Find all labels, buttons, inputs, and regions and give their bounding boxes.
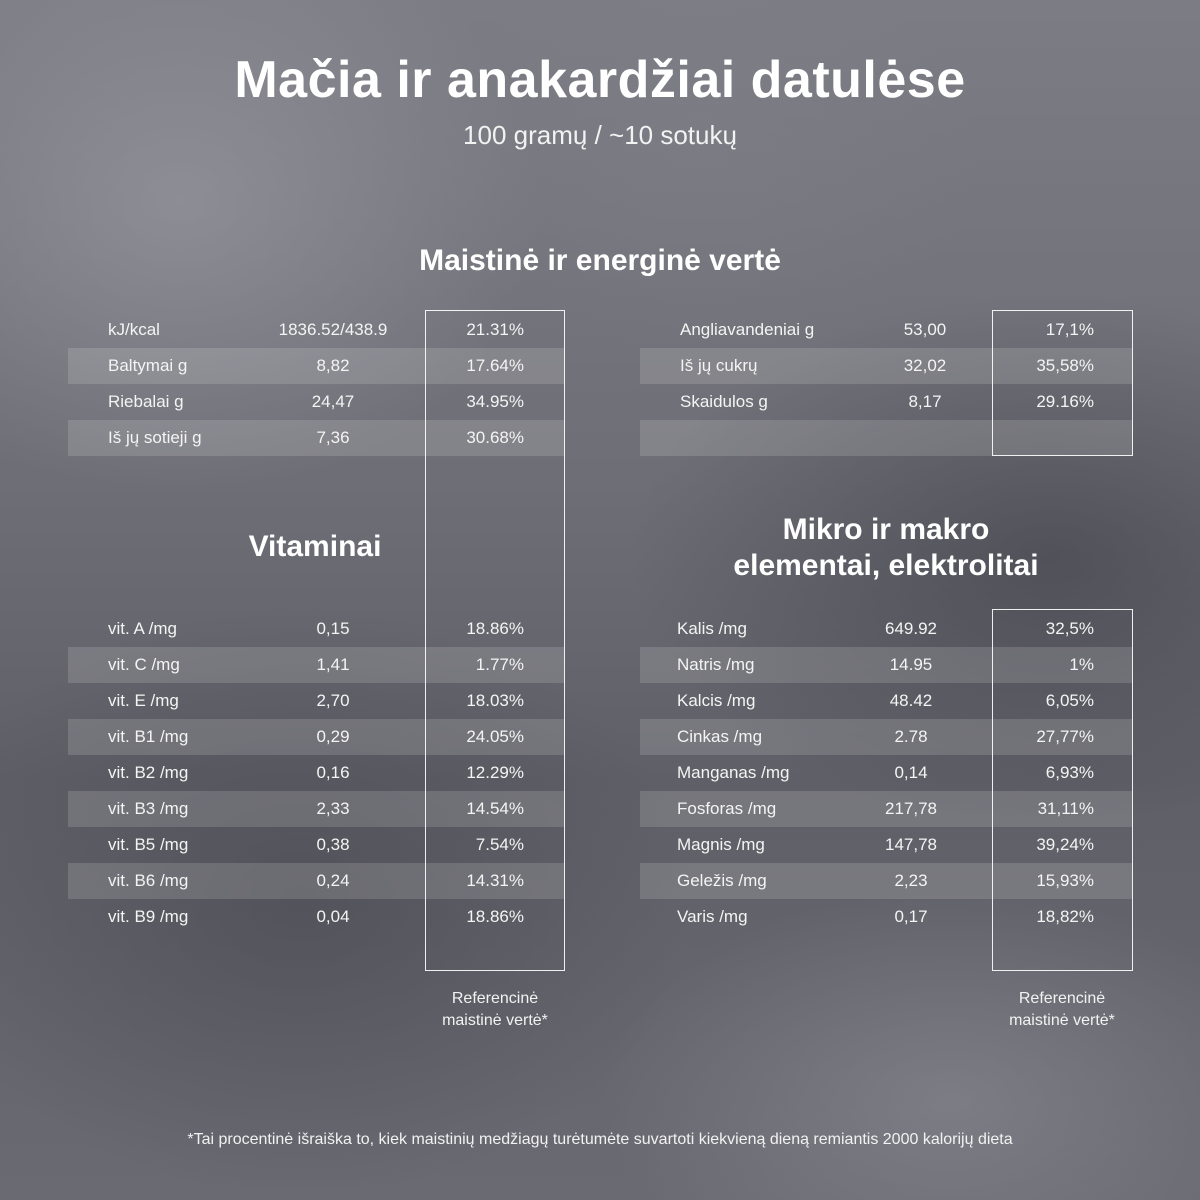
row-percent: 6,05%: [1045, 691, 1094, 710]
row-value: 147,78: [885, 835, 937, 854]
row-value: 0,04: [316, 907, 350, 926]
row-percent: 18.86%: [466, 907, 524, 926]
row-percent: 31,11%: [1037, 799, 1094, 818]
row-label: Skaidulos g: [680, 392, 768, 411]
row-label: Riebalai g: [108, 392, 184, 411]
reference-column-box-left: [425, 310, 565, 971]
row-percent: 12.29%: [466, 763, 524, 782]
row-value: 0,16: [316, 763, 350, 782]
page-subtitle: 100 gramų / ~10 sotukų: [463, 120, 737, 150]
row-label: Iš jų cukrų: [680, 356, 758, 375]
row-percent: 1%: [1069, 655, 1094, 674]
row-value: 217,78: [885, 799, 937, 818]
row-label: Cinkas /mg: [677, 727, 763, 746]
row-percent: 18.86%: [466, 619, 524, 638]
footnote: *Tai procentinė išraiška to, kiek maistinių medžiagų turėtumėte suvartoti kiekvieną dieną remiantis 2000 kalorijų dieta: [187, 1131, 1013, 1148]
row-label: kJ/kcal: [108, 320, 160, 339]
reference-note-right: [962, 988, 1162, 1032]
row-value: 14.95: [889, 655, 933, 674]
row-label: Natris /mg: [677, 655, 755, 674]
row-value: 8,82: [316, 356, 350, 375]
row-value: 24,47: [311, 392, 355, 411]
row-label: Angliavandeniai g: [680, 320, 815, 339]
reference-note-line2: maistinė vertė*: [442, 1012, 548, 1029]
reference-note-line1: Referencinė: [1018, 990, 1106, 1007]
row-percent: 17.64%: [466, 356, 524, 375]
vitamins-heading: Vitaminai: [248, 530, 382, 563]
row-label: vit. B2 /mg: [108, 763, 189, 782]
row-label: Baltymai g: [108, 356, 188, 375]
row-percent: 14.54%: [466, 799, 524, 818]
row-label: vit. B5 /mg: [108, 835, 189, 854]
row-value: 48.42: [889, 691, 933, 710]
row-value: 2,33: [316, 799, 350, 818]
row-percent: 15,93%: [1036, 871, 1094, 890]
row-percent: 14.31%: [466, 871, 524, 890]
row-percent: 27,77%: [1036, 727, 1094, 746]
row-label: vit. C /mg: [108, 655, 180, 674]
row-value: 8,17: [908, 392, 942, 411]
row-value: 0,15: [316, 619, 350, 638]
row-percent: 32,5%: [1045, 619, 1094, 638]
row-label: vit. A /mg: [108, 619, 177, 638]
row-percent: 18,82%: [1036, 907, 1094, 926]
row-percent: 18.03%: [466, 691, 524, 710]
row-value: 7,36: [316, 428, 350, 447]
row-label: Kalis /mg: [677, 619, 747, 638]
row-label: vit. B6 /mg: [108, 871, 189, 890]
row-value: 2,23: [894, 871, 928, 890]
row-percent: 1.77%: [475, 655, 524, 674]
row-value: 649.92: [885, 619, 937, 638]
row-percent: 35,58%: [1036, 356, 1094, 375]
row-label: Kalcis /mg: [677, 691, 756, 710]
row-label: vit. E /mg: [108, 691, 179, 710]
row-label: Iš jų sotieji g: [108, 428, 202, 447]
row-percent: 24.05%: [466, 727, 524, 746]
minerals-heading-line2: elementai, elektrolitai: [733, 549, 1039, 582]
row-value: 2,70: [316, 691, 350, 710]
row-value: 0,38: [316, 835, 350, 854]
row-percent: 34.95%: [466, 392, 524, 411]
minerals-heading: [640, 512, 1132, 584]
reference-note-left: [395, 988, 595, 1032]
minerals-heading-line1: Mikro ir makro: [782, 513, 990, 546]
row-label: Fosforas /mg: [677, 799, 777, 818]
row-label: vit. B9 /mg: [108, 907, 189, 926]
row-percent: 29.16%: [1036, 392, 1094, 411]
reference-column-box-energy-right: [992, 310, 1133, 456]
row-value: 32,02: [903, 356, 947, 375]
row-value: 1836.52/438.9: [278, 320, 388, 339]
row-label: vit. B1 /mg: [108, 727, 189, 746]
page-title: Mačia ir anakardžiai datulėse: [234, 51, 966, 109]
reference-note-line2: maistinė vertė*: [1009, 1012, 1115, 1029]
row-percent: 17,1%: [1045, 320, 1094, 339]
row-percent: 6,93%: [1045, 763, 1094, 782]
row-value: 0,17: [894, 907, 928, 926]
row-percent: 39,24%: [1036, 835, 1094, 854]
row-value: 2.78: [894, 727, 928, 746]
energy-heading: Maistinė ir energinė vertė: [419, 244, 781, 277]
row-value: 53,00: [903, 320, 947, 339]
row-value: 0,29: [316, 727, 350, 746]
row-label: Varis /mg: [677, 907, 748, 926]
row-percent: 7.54%: [475, 835, 524, 854]
row-label: Geležis /mg: [677, 871, 767, 890]
reference-note-line1: Referencinė: [451, 990, 539, 1007]
row-label: Manganas /mg: [677, 763, 790, 782]
row-percent: 30.68%: [466, 428, 524, 447]
row-value: 1,41: [316, 655, 350, 674]
row-value: 0,24: [316, 871, 350, 890]
row-label: vit. B3 /mg: [108, 799, 189, 818]
row-value: 0,14: [894, 763, 928, 782]
row-percent: 21.31%: [466, 320, 524, 339]
row-label: Magnis /mg: [677, 835, 765, 854]
reference-column-box-minerals: [992, 609, 1133, 971]
